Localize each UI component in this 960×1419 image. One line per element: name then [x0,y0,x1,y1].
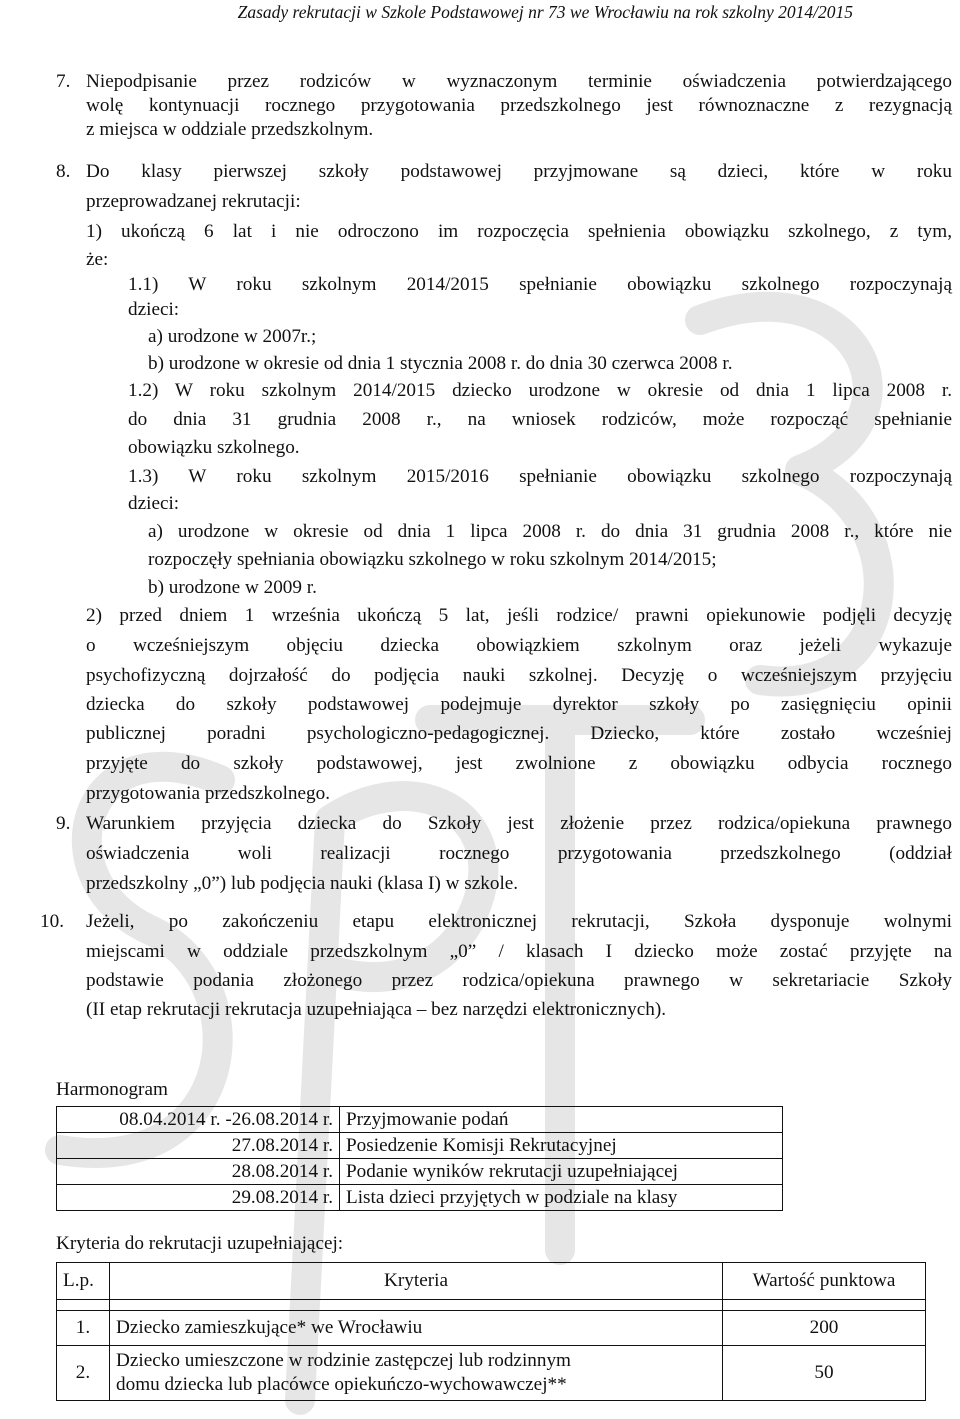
point-2-line: dziecka do szkoły podstawowej podejmuje dyrektor szkoły po zasięgnięciu opinii [86,694,952,715]
page-header: Zasady rekrutacji w Szkole Podstawowej nr 73 we Wrocławiu na rok szkolny 2014/2015 [237,2,853,22]
sub-1-3-a: rozpoczęły spełniania obowiązku szkolnego w roku szkolnym 2014/2015; [148,549,717,570]
sub-1-3-b: b) urodzone w 2009 r. [148,577,317,598]
sub-1-3: 1.3) W roku szkolnym 2015/2016 spełnianie obowiązku szkolnego rozpoczynają [128,466,952,487]
row-criterion-line: domu dziecka lub placówce opiekuńczo-wychowawczej** [116,1374,567,1395]
point-2-line: publicznej poradni psychologiczno-pedagogicznej. Dziecko, które zostało wcześniej [86,723,952,744]
item-9-line: oświadczenia woli realizacji rocznego przygotowania przedszkolnego (oddział [86,843,952,864]
harm-event: Posiedzenie Komisji Rekrutacyjnej [340,1133,783,1159]
row-lp: 2. [57,1346,110,1401]
header-kryteria: Kryteria [110,1263,723,1300]
harm-event: Lista dzieci przyjętych w podziale na klasy [340,1185,783,1211]
harm-date: 27.08.2014 r. [57,1133,340,1159]
row-criterion [110,1346,723,1401]
item-10-number: 10. [40,911,64,932]
sub-1-1: dzieci: [128,299,180,320]
point-2-line: o wcześniejszym objęciu dziecka obowiązkiem szkolnym oraz jeżeli wykazuje [86,635,952,656]
sub-1-3: dzieci: [128,493,180,514]
point-2-line: przygotowania przedszkolnego. [86,783,331,804]
harm-event: Podanie wyników rekrutacji uzupełniającej [340,1159,783,1185]
harmonogram-title: Harmonogram [56,1079,168,1100]
table-row [57,1346,926,1401]
point-2-line: psychofizyczną dojrzałość do podjęcia nauki szkolnej. Decyzję o wcześniejszym przyjęciu [86,665,952,686]
header-lp: L.p. [57,1263,110,1300]
table-header-row [57,1263,926,1300]
sub-1-2: obowiązku szkolnego. [128,437,300,458]
row-criterion-line: Dziecko umieszczone w rodzinie zastępczej lub rodzinnym [116,1350,571,1371]
row-points: 50 [723,1346,926,1401]
sub-1-3-a: a) urodzone w okresie od dnia 1 lipca 2008 r. do dnia 31 grudnia 2008 r., które nie [148,521,952,542]
table-row [57,1133,783,1159]
harmonogram-table [56,1106,783,1211]
sub-1-1: 1.1) W roku szkolnym 2014/2015 spełnianie obowiązku szkolnego rozpoczynają [128,274,952,295]
table-row [57,1159,783,1185]
item-9-number: 9. [56,813,71,834]
row-lp: 1. [57,1311,110,1346]
point-2-line: 2) przed dniem 1 września ukończą 5 lat, jeśli rodzice/ prawni opiekunowie podjęli decyzję [86,605,952,626]
item-9-line: Warunkiem przyjęcia dziecka do Szkoły jest złożenie przez rodzica/opiekuna prawnego [86,813,952,834]
item-7-number: 7. [56,71,71,92]
item-10-line: miejscami w oddziale przedszkolnym „0” / klasach I dziecko może zostać przyjęte na [86,941,952,962]
item-8-line: Do klasy pierwszej szkoły podstawowej przyjmowane są dzieci, które w roku [86,161,952,182]
harm-event: Przyjmowanie podań [340,1107,783,1133]
item-7-line: z miejsca w oddziale przedszkolnym. [86,119,374,140]
item-7-line: wolę kontynuacji rocznego przygotowania przedszkolnego jest równoznaczne z rezygnacją [86,95,952,116]
item-10-line: (II etap rekrutacji rekrutacja uzupełniająca – bez narzędzi elektronicznych). [86,999,667,1020]
item-9-line: przedszkolny „0”) lub podjęcia nauki (klasa I) w szkole. [86,873,519,894]
point-2-line: przyjęte do szkoły podstawowej, jest zwolnione z obowiązku odbycia rocznego [86,753,952,774]
table-row [57,1185,783,1211]
table-spacer [57,1300,926,1311]
sub-1-2: do dnia 31 grudnia 2008 r., na wniosek rodziców, może rozpocząć spełnianie [128,409,952,430]
sub-1-1-a: a) urodzone w 2007r.; [148,326,317,347]
harm-date: 08.04.2014 r. -26.08.2014 r. [57,1107,340,1133]
item-8-line: przeprowadzanej rekrutacji: [86,191,301,212]
header-points: Wartość punktowa [723,1263,926,1300]
table-row [57,1107,783,1133]
kryteria-title: Kryteria do rekrutacji uzupełniającej: [56,1233,344,1254]
item-8-line: że: [86,249,109,270]
table-row [57,1311,926,1346]
sub-1-2: 1.2) W roku szkolnym 2014/2015 dziecko urodzone w okresie od dnia 1 lipca 2008 r. [128,380,952,401]
item-7-line: Niepodpisanie przez rodziców w wyznaczonym terminie oświadczenia potwierdzającego [86,71,952,92]
kryteria-table [56,1262,926,1401]
sub-1-1-b: b) urodzone w okresie od dnia 1 stycznia 2008 r. do dnia 30 czerwca 2008 r. [148,353,733,374]
item-10-line: Jeżeli, po zakończeniu etapu elektronicznej rekrutacji, Szkoła dysponuje wolnymi [86,911,952,932]
item-10-line: podstawie podania złożonego przez rodzica/opiekuna prawnego w sekretariacie Szkoły [86,970,952,991]
row-criterion: Dziecko zamieszkujące* we Wrocławiu [110,1311,723,1346]
harm-date: 28.08.2014 r. [57,1159,340,1185]
item-8-line: 1) ukończą 6 lat i nie odroczono im rozpoczęcia spełnienia obowiązku szkolnego, z tym, [86,221,952,242]
row-points: 200 [723,1311,926,1346]
harm-date: 29.08.2014 r. [57,1185,340,1211]
item-8-number: 8. [56,161,71,182]
